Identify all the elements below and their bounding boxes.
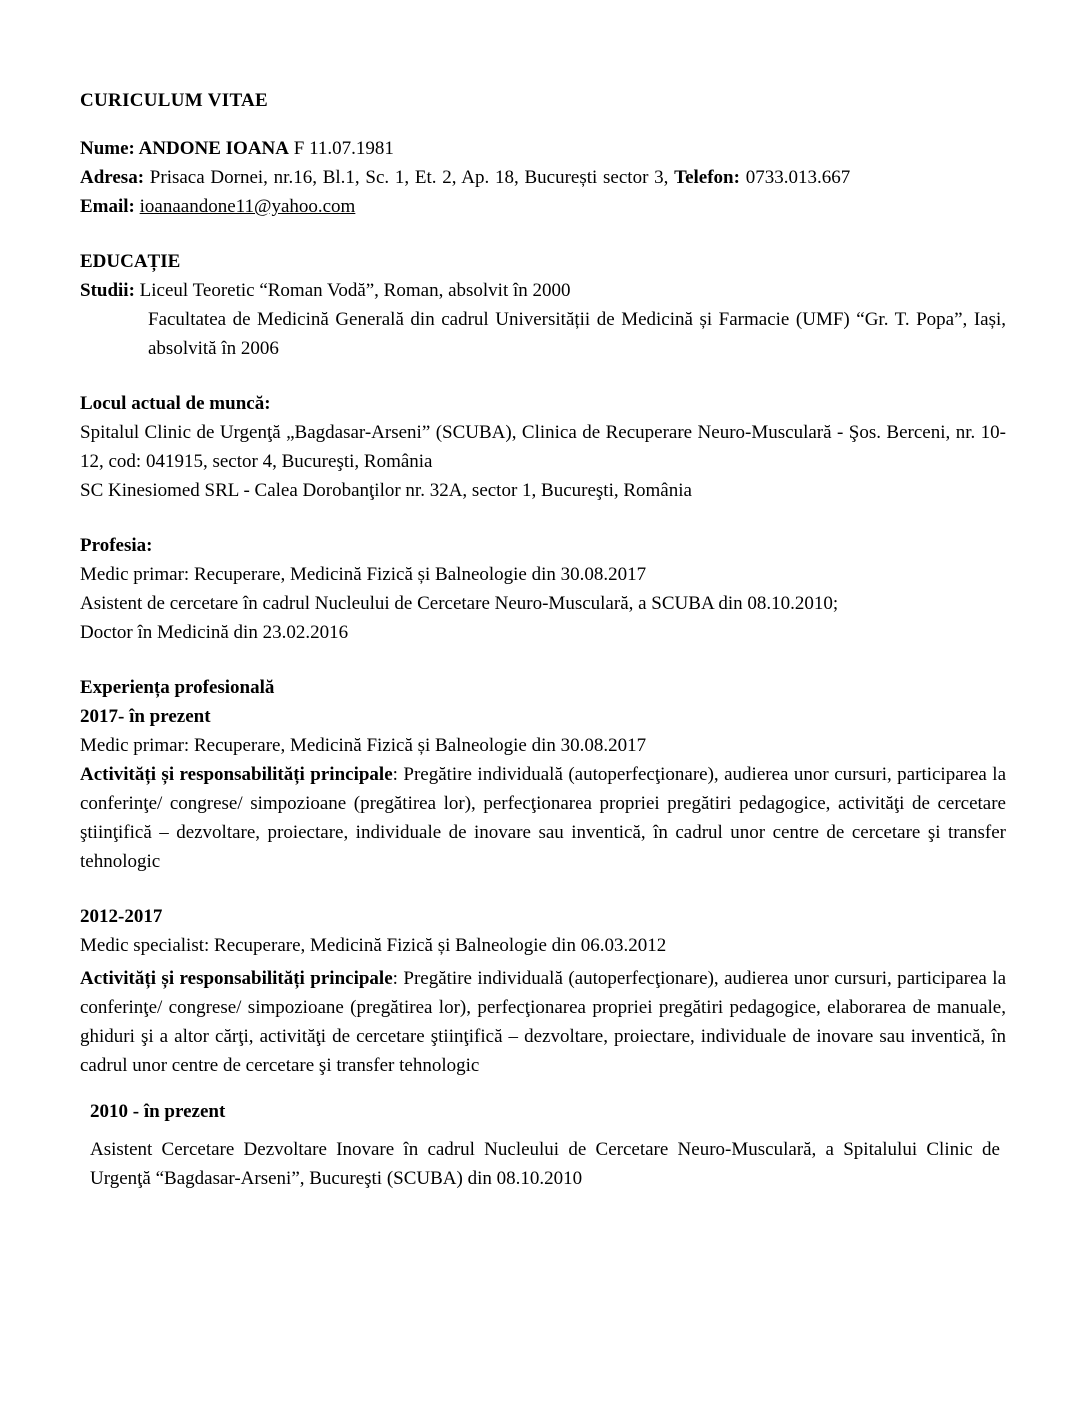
- studii-school: Liceul Teoretic “Roman Vodă”, Roman, absolvit în 2000: [139, 280, 571, 301]
- profession-line-3: Doctor în Medicină din 23.02.2016: [80, 622, 349, 643]
- period-2010-text: Asistent Cercetare Dezvoltare Inovare în cadrul Nucleului de Cercetare Neuro-Musculară, a Spitalului Clinic de Urgenţă “Bagdasar-Arseni”, Bucureşti (SCUBA) din 08.10.2010: [90, 1139, 1000, 1189]
- activities-label-2012: Activități și responsabilități principale: [80, 968, 393, 989]
- period-2017-heading: 2017- în prezent: [80, 706, 211, 727]
- workplace-paragraph-2: SC Kinesiomed SRL - Calea Dorobanţilor nr. 32A, sector 1, Bucureşti, România: [80, 480, 692, 501]
- cv-title: CURICULUM VITAE: [80, 90, 269, 111]
- studii-university: Facultatea de Medicină Generală din cadrul Universității de Medicină și Farmacie (UMF) “Gr. T. Popa”, Iași, absolvită în 2006: [148, 309, 1006, 359]
- section-heading-educatie: EDUCAȚIE: [80, 251, 181, 272]
- email-link[interactable]: ioanaandone11@yahoo.com: [139, 196, 356, 217]
- profession-line-1: Medic primar: Recuperare, Medicină Fizică și Balneologie din 30.08.2017: [80, 564, 647, 585]
- contact-line-address: [80, 163, 1006, 192]
- birth-value: F 11.07.1981: [289, 138, 394, 159]
- section-heading-profession: Profesia:: [80, 535, 153, 556]
- contact-line-name: [80, 134, 1006, 163]
- email-label: Email:: [80, 196, 140, 217]
- adresa-value: Prisaca Dornei, nr.16, Bl.1, Sc. 1, Et. 2, Ap. 18, București sector 3,: [149, 167, 675, 188]
- studii-label: Studii:: [80, 280, 140, 301]
- section-heading-workplace: Locul actual de muncă:: [80, 393, 271, 414]
- activities-label-2017: Activități și responsabilități principale: [80, 764, 393, 785]
- nume-value: ANDONE IOANA: [138, 138, 290, 159]
- section-heading-experience: Experiența profesională: [80, 677, 275, 698]
- activities-text-2012: : Pregătire individuală (autoperfecţionare), audierea unor cursuri, participarea la conferinţe/ congrese/ simpozioane (pregătirea lor), perfecţionarea propriei pregătiri pedagogice, elaborarea de manuale, ghiduri şi a altor cărţi, activităţi de cercetare ştiinţifică – dezvoltare, proiectare, individuale de inovare sau inventică, în cadrul unor centre de cercetare şi transfer tehnologic: [80, 968, 1007, 1076]
- period-2017-activities: [80, 760, 1006, 876]
- profession-line-2: Asistent de cercetare în cadrul Nucleului de Cercetare Neuro-Musculară, a SCUBA din 08.10.2010;: [80, 593, 839, 614]
- contact-line-email: [80, 192, 1006, 221]
- period-2010-heading: 2010 - în prezent: [90, 1101, 226, 1122]
- period-2012-activities: [80, 964, 1006, 1080]
- period-2012-role: Medic specialist: Recuperare, Medicină Fizică și Balneologie din 06.03.2012: [80, 935, 667, 956]
- telefon-label: Telefon:: [674, 167, 746, 188]
- period-2017-role: Medic primar: Recuperare, Medicină Fizică și Balneologie din 30.08.2017: [80, 735, 647, 756]
- workplace-paragraph-1: Spitalul Clinic de Urgenţă „Bagdasar-Arseni” (SCUBA), Clinica de Recuperare Neuro-Musculară - Şos. Berceni, nr. 10-12, cod: 041915, sector 4, Bucureşti, România: [80, 422, 1006, 472]
- adresa-label: Adresa:: [80, 167, 150, 188]
- activities-text-2017: : Pregătire individuală (autoperfecţionare), audierea unor cursuri, participarea la conferinţe/ congrese/ simpozioane (pregătirea lor), perfecţionarea propriei pregătiri pedagogice, activităţi de cercetare ştiinţifică – dezvoltare, proiectare, individuale de inovare sau inventică, în cadrul unor centre de cercetare şi transfer tehnologic: [80, 764, 1007, 872]
- telefon-value: 0733.013.667: [745, 167, 851, 188]
- period-2012-heading: 2012-2017: [80, 906, 163, 927]
- nume-label: Nume:: [80, 138, 139, 159]
- education-studii: [80, 276, 1006, 363]
